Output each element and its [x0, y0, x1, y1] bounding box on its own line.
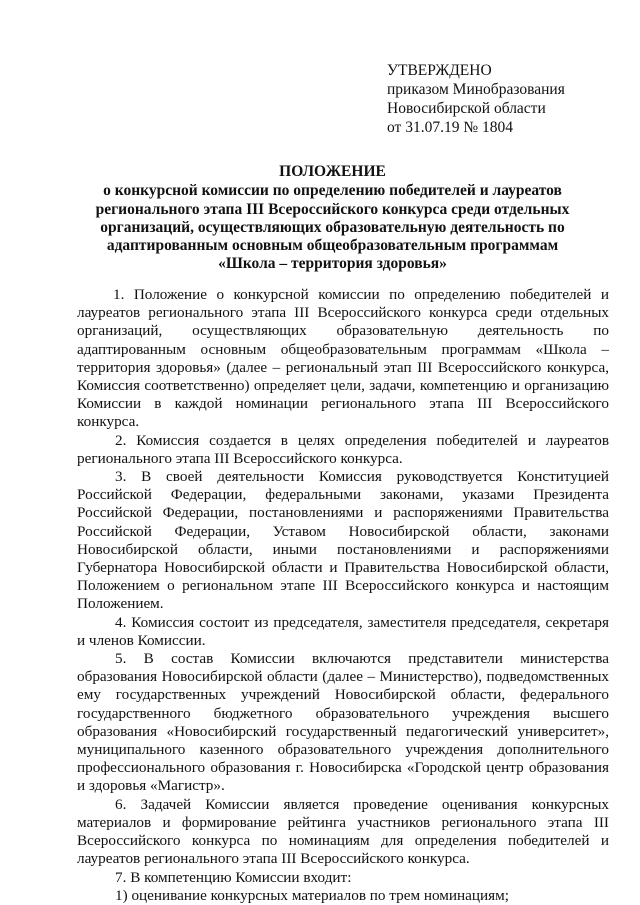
- paragraph-5: 5. В состав Комиссии включаются представители министерства образования Новосибирской области (далее – Министерство), подведомственных ему государственных учреждений Новосибирской области, федерального государственного бюджетного образовательного учреждения высшего образования «Новосибирский государственный педагогический университет», муниципального казенного образовательного учреждения дополнительного профессионального образования г. Новосибирска «Городской центр образования и здоровья «Магистр».: [77, 650, 609, 795]
- approval-stamp: [387, 61, 565, 137]
- document-title: [60, 163, 605, 274]
- approval-line: приказом Минобразования: [387, 81, 565, 98]
- title-line: регионального этапа III Всероссийского конкурса среди отдельных: [95, 200, 570, 218]
- document-body: [77, 286, 609, 905]
- title-heading: ПОЛОЖЕНИЕ: [279, 163, 386, 180]
- approval-date-line: от 31.07.19 № 1804: [387, 119, 513, 136]
- approval-line: УТВЕРЖДЕНО: [387, 62, 492, 79]
- title-line: организаций, осуществляющих образовательную деятельность по: [100, 218, 565, 236]
- title-line: о конкурсной комиссии по определению победителей и лауреатов: [103, 182, 562, 200]
- paragraph-7-subitem-1: 1) оценивание конкурсных материалов по трем номинациям;: [115, 886, 509, 904]
- approval-line: Новосибирской области: [387, 100, 546, 117]
- paragraph-1: 1. Положение о конкурсной комиссии по определению победителей и лауреатов регионального этапа III Всероссийского конкурса среди отдельных организаций, осуществляющих образовательную деятельность по адаптированным основным общеобразовательным программам «Школа – территория здоровья» (далее – региональный этап III Всероссийского конкурса, Комиссия соответственно) определяет цели, задачи, компетенцию и организацию Комиссии в каждой номинации регионального этапа III Всероссийского конкурса.: [77, 286, 609, 431]
- paragraph-2: 2. Комиссия создается в целях определения победителей и лауреатов регионального этапа III Всероссийского конкурса.: [77, 431, 609, 467]
- paragraph-3: 3. В своей деятельности Комиссия руководствуется Конституцией Российской Федерации, федеральными законами, указами Президента Российской Федерации, постановлениями и распоряжениями Правительства Российской Федерации, Уставом Новосибирской области, законами Новосибирской области, иными постановлениями и распоряжениями Губернатора Новосибирской области и Правительства Новосибирской области, Положением о региональном этапе III Всероссийского конкурса и настоящим Положением.: [77, 468, 609, 613]
- paragraph-6: 6. Задачей Комиссии является проведение оценивания конкурсных материалов и формирование рейтинга участников регионального этапа III Всероссийского конкурса по номинациям для определения победителей и лауреатов регионального этапа III Всероссийского конкурса.: [77, 795, 609, 868]
- title-line: «Школа – территория здоровья»: [218, 255, 447, 273]
- title-line: адаптированным основным общеобразовательным программам: [106, 237, 559, 255]
- paragraph-4: 4. Комиссия состоит из председателя, заместителя председателя, секретаря и членов Комиссии.: [77, 613, 609, 649]
- paragraph-7: 7. В компетенцию Комиссии входит:: [115, 868, 352, 886]
